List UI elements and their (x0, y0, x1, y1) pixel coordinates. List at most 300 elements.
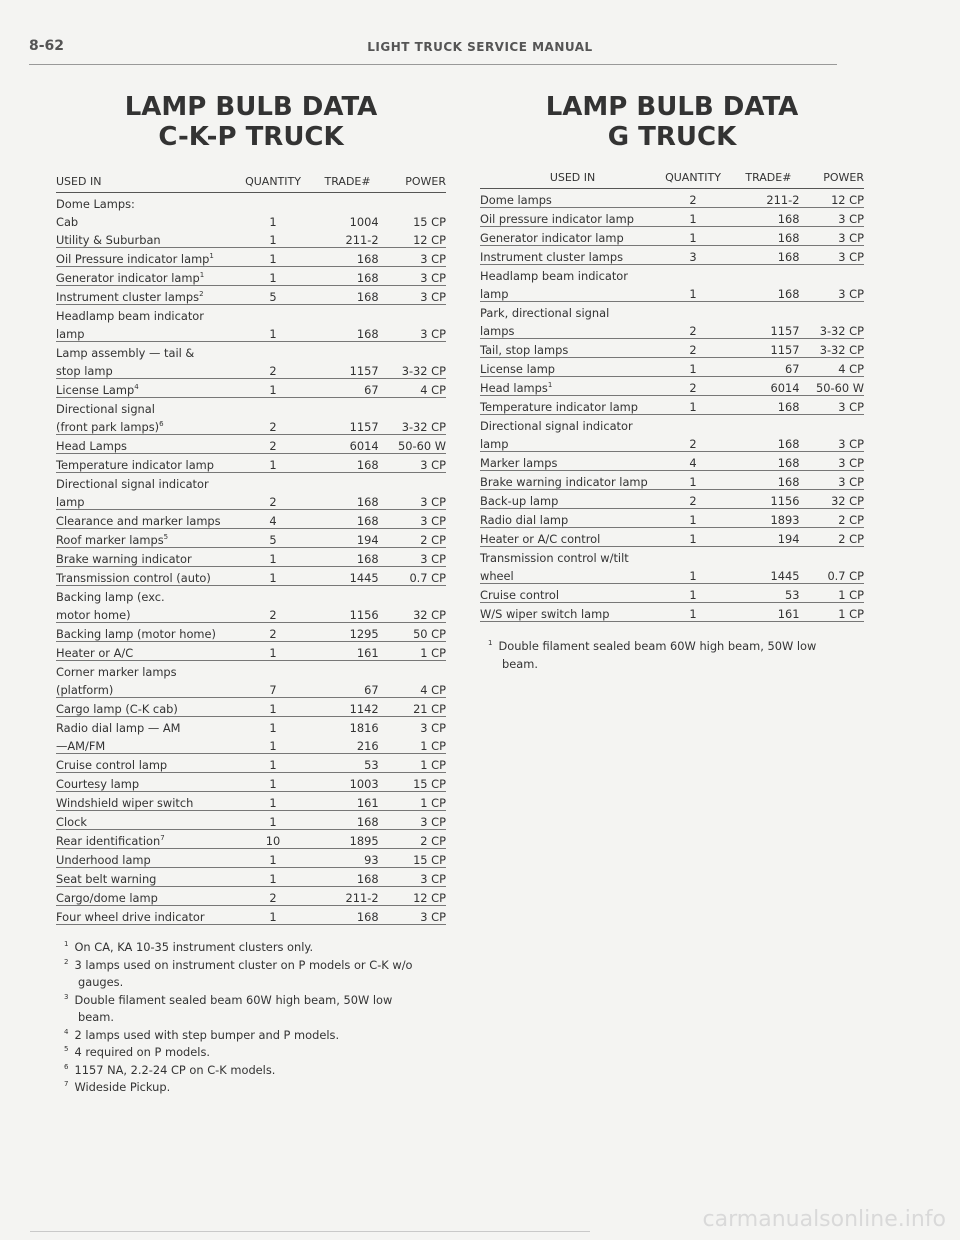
row-power: 1 CP (379, 754, 446, 773)
header-rule (29, 64, 837, 65)
row-power (379, 398, 446, 417)
row-label: Roof marker lamps (56, 533, 164, 547)
footnote-ref: 1 (209, 252, 214, 261)
row-label: lamp (480, 287, 509, 301)
table-row (56, 623, 446, 642)
row-label: Cab (56, 215, 79, 229)
footnote-ref: 4 (134, 383, 139, 392)
row-quantity: 1 (245, 248, 301, 267)
footnote-mark: 1 (488, 639, 493, 648)
row-quantity: 2 (245, 887, 301, 906)
row-trade-number (301, 342, 379, 361)
row-label: Transmission control w/tilt (480, 551, 629, 565)
row-label: lamp (480, 437, 509, 451)
table-row (480, 339, 864, 358)
col-header-used-in: USED IN (480, 166, 665, 189)
row-quantity: 1 (245, 642, 301, 661)
row-used-in (480, 339, 665, 358)
table-row (480, 490, 864, 509)
footnote-text: Double filament sealed beam 60W high beam, 50W low (498, 639, 817, 653)
row-trade-number: 67 (301, 679, 379, 698)
row-trade-number: 161 (301, 642, 379, 661)
row-used-in (56, 211, 245, 229)
row-label: Cargo lamp (C-K cab) (56, 702, 178, 716)
row-trade-number: 1816 (349, 721, 379, 735)
page-bottom-edge (30, 1231, 590, 1237)
row-quantity: 1 (245, 849, 301, 868)
table-row (56, 830, 446, 849)
row-power (799, 302, 864, 321)
table-row (56, 567, 446, 586)
row-used-in (56, 567, 245, 586)
row-label: Clearance and marker lamps (56, 514, 221, 528)
row-trade-number: 6014 (721, 377, 799, 396)
row-power: 1 CP (379, 642, 446, 661)
col-header-power: POWER (799, 166, 864, 189)
footnote-mark: 2 (64, 957, 69, 966)
cpk-footnotes (56, 939, 446, 1097)
row-used-in (56, 754, 245, 773)
row-quantity: 1 (245, 567, 301, 586)
row-trade-number: 53 (721, 584, 799, 603)
row-used-in (56, 305, 245, 324)
row-trade-number: 168 (301, 491, 379, 510)
row-used-in (56, 906, 245, 925)
footnote-ref: 1 (547, 381, 553, 390)
footnote-ref: 5 (163, 533, 169, 542)
table-row (480, 471, 864, 490)
row-quantity: 2 (245, 435, 301, 454)
row-quantity (245, 342, 301, 361)
row-power (379, 342, 446, 361)
row-used-in (480, 208, 665, 227)
row-used-in (56, 586, 245, 605)
row-power: 1 CP (799, 584, 864, 603)
footnote-continuation: beam. (78, 1010, 114, 1024)
row-quantity: 1 (245, 792, 301, 811)
table-row (480, 358, 864, 377)
row-trade-number: 1156 (721, 490, 799, 509)
row-trade-number (301, 473, 379, 492)
row-quantity (245, 661, 301, 680)
row-used-in (480, 471, 665, 490)
table-row (56, 529, 446, 548)
row-label: Radio dial lamp (480, 513, 569, 527)
row-quantity: 1 (665, 283, 721, 302)
row-used-in (480, 603, 665, 622)
row-used-in (56, 623, 245, 642)
footnote-text: Double filament sealed beam 60W high beam, 50W low (74, 992, 393, 1007)
row-quantity: 1 (665, 565, 721, 584)
row-trade-number: 168 (721, 433, 799, 452)
table-row (56, 323, 446, 342)
row-trade-number (301, 586, 379, 605)
row-power: 1 CP (379, 792, 446, 811)
row-label: (platform) (56, 683, 114, 697)
row-label: Brake warning indicator lamp (480, 475, 648, 489)
row-quantity: 1 (665, 603, 721, 622)
row-quantity: 1 (245, 323, 301, 342)
row-label: Underhood lamp (56, 853, 151, 867)
row-used-in (56, 849, 245, 868)
table-row (480, 189, 864, 208)
table-row (56, 661, 446, 680)
row-trade-number: 168 (721, 452, 799, 471)
table-row (480, 433, 864, 452)
table-row (56, 229, 446, 248)
row-trade-number: 1893 (721, 509, 799, 528)
row-trade-number: 168 (721, 208, 799, 227)
table-row (480, 547, 864, 566)
row-quantity: 1 (245, 754, 301, 773)
row-label: lamp (56, 327, 85, 341)
footnote-ref: 7 (160, 834, 165, 843)
row-power: 3 CP (799, 283, 864, 302)
row-label: Oil Pressure indicator lamp (56, 252, 210, 266)
table-row (56, 868, 446, 887)
table-row (56, 811, 446, 830)
row-power: 3-32 CP (799, 339, 864, 358)
row-trade-number: 1004 (349, 215, 379, 229)
row-quantity (665, 415, 721, 434)
row-power: 3 CP (420, 721, 446, 735)
row-power: 32 CP (379, 604, 446, 623)
row-power: 2 CP (379, 830, 446, 849)
footnote-text: Wideside Pickup. (74, 1080, 171, 1094)
row-label: License lamp (480, 362, 556, 376)
footnote (56, 939, 446, 957)
row-power: 3 CP (799, 208, 864, 227)
footnote-mark: 3 (64, 992, 69, 1001)
row-used-in (56, 529, 245, 548)
row-quantity: 10 (245, 830, 301, 849)
row-used-in (480, 490, 665, 509)
row-used-in (56, 379, 245, 398)
row-label: Corner marker lamps (56, 665, 177, 679)
row-power (799, 415, 864, 434)
row-used-in (56, 248, 245, 267)
row-label: Courtesy lamp (56, 777, 140, 791)
row-used-in (480, 584, 665, 603)
row-trade-number: 168 (721, 283, 799, 302)
row-power (379, 305, 446, 324)
table-row (480, 302, 864, 321)
row-trade-number: 93 (301, 849, 379, 868)
row-label: lamp (56, 495, 85, 509)
cpk-truck-section (56, 92, 446, 1097)
row-label: Temperature indicator lamp (480, 400, 639, 414)
row-label: Lamp assembly — tail & (56, 346, 195, 360)
row-label: (front park lamps) (56, 420, 160, 434)
row-quantity: 1 (665, 208, 721, 227)
table-row (56, 398, 446, 417)
row-label: wheel (480, 569, 514, 583)
row-label: Back-up lamp (480, 494, 559, 508)
footnote (56, 1027, 446, 1045)
row-quantity: 1 (245, 698, 301, 717)
row-label: motor home) (56, 608, 131, 622)
footnote (56, 992, 446, 1027)
row-power: 3 CP (379, 248, 446, 267)
row-label: Instrument cluster lamps (56, 290, 200, 304)
row-used-in (56, 773, 245, 792)
row-label: Tail, stop lamps (480, 343, 569, 357)
g-heading-line2: G TRUCK (607, 122, 737, 152)
row-trade-number: 161 (301, 792, 379, 811)
row-power: 3 CP (379, 548, 446, 567)
row-quantity: 1 (665, 396, 721, 415)
row-used-in (56, 679, 245, 698)
table-row (56, 679, 446, 698)
row-used-in (480, 509, 665, 528)
row-trade-number: 168 (301, 906, 379, 925)
row-quantity: 1 (245, 267, 301, 286)
row-quantity: 1 (665, 509, 721, 528)
footnote (56, 1079, 446, 1097)
row-quantity: 5 (245, 529, 301, 548)
row-quantity: 5 (245, 286, 301, 305)
row-power: 3 CP (799, 452, 864, 471)
row-power: 2 CP (799, 528, 864, 547)
row-power: 4 CP (799, 358, 864, 377)
table-row (56, 698, 446, 717)
row-label: Generator indicator lamp (480, 231, 624, 245)
row-trade-number (301, 193, 379, 212)
row-power: 3 CP (799, 433, 864, 452)
table-header-row (56, 170, 446, 193)
row-power (379, 193, 446, 212)
row-used-in (480, 265, 665, 284)
g-table-body (480, 189, 864, 622)
footnote-text: On CA, KA 10-35 instrument clusters only. (74, 940, 314, 954)
row-label: Windshield wiper switch (56, 796, 194, 810)
row-quantity: 1 (269, 215, 277, 229)
row-power: 0.7 CP (799, 565, 864, 584)
row-used-in (56, 323, 245, 342)
row-used-in (56, 887, 245, 906)
table-row (56, 416, 446, 435)
row-used-in (480, 302, 665, 321)
table-row (56, 849, 446, 868)
row-trade-number: 1003 (301, 773, 379, 792)
row-power: 1 CP (799, 603, 864, 622)
table-row (56, 454, 446, 473)
footnote-continuation: gauges. (78, 975, 124, 989)
row-label: Directional signal indicator (56, 477, 209, 491)
row-trade-number: 1157 (301, 416, 379, 435)
row-used-in (480, 283, 665, 302)
row-used-in (56, 416, 245, 435)
row-power (379, 586, 446, 605)
row-used-in (480, 246, 665, 265)
row-label: Cruise control (480, 588, 560, 602)
row-power: 12 CP (379, 229, 446, 248)
row-quantity (245, 305, 301, 324)
row-trade-number (721, 302, 799, 321)
row-trade-number: 168 (301, 267, 379, 286)
row-label: Backing lamp (motor home) (56, 627, 216, 641)
row-quantity: 2 (245, 604, 301, 623)
row-power: 1 CP (379, 735, 446, 754)
table-row (56, 473, 446, 492)
row-label: Heater or A/C (56, 646, 134, 660)
row-power: 3 CP (379, 868, 446, 887)
row-used-in (56, 717, 245, 736)
row-used-in (56, 548, 245, 567)
row-used-in (56, 267, 245, 286)
footnote-text: 3 lamps used on instrument cluster on P models or C-K w/o (74, 957, 413, 972)
row-quantity: 1 (665, 227, 721, 246)
row-trade-number: 67 (301, 379, 379, 398)
row-used-in (480, 320, 665, 339)
table-row (56, 305, 446, 324)
row-power: 3 CP (799, 396, 864, 415)
row-power (379, 661, 446, 680)
row-trade-number: 168 (301, 454, 379, 473)
row-label: Transmission control (auto) (56, 571, 211, 585)
col-header-quantity: QUANTITY (665, 166, 721, 189)
table-row (56, 435, 446, 454)
row-quantity: 3 (665, 246, 721, 265)
row-label: Four wheel drive indicator (56, 910, 205, 924)
row-trade-number: 168 (721, 471, 799, 490)
table-row (480, 603, 864, 622)
row-used-in (56, 229, 245, 248)
footnote-continuation: beam. (502, 656, 538, 671)
row-power: 50-60 W (379, 435, 446, 454)
row-trade-number: 53 (301, 754, 379, 773)
row-label: Dome Lamps: (56, 197, 135, 211)
row-label: stop lamp (56, 364, 113, 378)
row-power (799, 547, 864, 566)
row-label: Generator indicator lamp (56, 271, 200, 285)
row-used-in (480, 433, 665, 452)
row-trade-number: 1157 (721, 339, 799, 358)
row-used-in (480, 547, 665, 566)
row-trade-number: 1157 (301, 360, 379, 379)
table-row (56, 211, 446, 229)
row-label: Clock (56, 815, 87, 829)
row-used-in (56, 491, 245, 510)
footnote-mark: 4 (64, 1027, 69, 1036)
footnote-mark: 1 (64, 940, 69, 949)
watermark: carmanualsonline.info (702, 1207, 946, 1232)
row-trade-number: 168 (301, 548, 379, 567)
row-power: 3 CP (799, 471, 864, 490)
row-power: 12 CP (379, 887, 446, 906)
table-row (480, 528, 864, 547)
row-label: Dome lamps (480, 193, 552, 207)
row-trade-number: 194 (721, 528, 799, 547)
footnote (56, 957, 446, 992)
cpk-heading-line1: LAMP BULB DATA (124, 92, 378, 122)
row-power: 2 CP (379, 529, 446, 548)
row-used-in (56, 510, 245, 529)
footnote-mark: 5 (64, 1045, 69, 1054)
row-label: Radio dial lamp — AM (56, 721, 181, 735)
cpk-heading-line2: C-K-P TRUCK (158, 122, 344, 152)
row-trade-number (301, 661, 379, 680)
row-power: 3 CP (379, 491, 446, 510)
row-quantity: 1 (245, 229, 301, 248)
table-row (480, 320, 864, 339)
table-row (56, 735, 446, 754)
row-used-in (480, 189, 665, 208)
row-power: 3 CP (379, 510, 446, 529)
row-used-in (56, 286, 245, 305)
col-header-trade: TRADE# (301, 170, 379, 193)
row-quantity (665, 265, 721, 284)
row-quantity: 2 (245, 416, 301, 435)
table-row (56, 548, 446, 567)
row-used-in (480, 528, 665, 547)
table-row (480, 283, 864, 302)
row-used-in (56, 360, 245, 379)
row-trade-number: 168 (721, 396, 799, 415)
row-used-in (480, 415, 665, 434)
row-quantity: 2 (665, 433, 721, 452)
row-quantity: 7 (245, 679, 301, 698)
table-row (56, 642, 446, 661)
table-row (56, 754, 446, 773)
table-row (480, 246, 864, 265)
table-header-row (480, 166, 864, 189)
col-header-power: POWER (379, 170, 446, 193)
col-header-quantity: QUANTITY (245, 170, 301, 193)
row-label: Brake warning indicator (56, 552, 192, 566)
row-label: Directional signal (56, 402, 155, 416)
table-row (56, 773, 446, 792)
table-row (480, 565, 864, 584)
row-trade-number (721, 415, 799, 434)
row-trade-number: 168 (301, 248, 379, 267)
row-label: Heater or A/C control (480, 532, 601, 546)
row-power (799, 265, 864, 284)
footnote (480, 638, 864, 673)
table-row (56, 193, 446, 212)
footnote (56, 1044, 446, 1062)
row-quantity: 1 (665, 471, 721, 490)
row-used-in (56, 473, 245, 492)
table-row (56, 792, 446, 811)
row-trade-number: 1142 (301, 698, 379, 717)
row-label: —AM/FM (56, 739, 106, 753)
table-row (56, 342, 446, 361)
row-trade-number: 168 (721, 227, 799, 246)
row-quantity: 2 (245, 623, 301, 642)
table-row (480, 227, 864, 246)
table-row (56, 604, 446, 623)
row-power: 3-32 CP (379, 416, 446, 435)
row-used-in (56, 735, 245, 754)
row-used-in (480, 227, 665, 246)
row-trade-number: 216 (301, 735, 379, 754)
row-quantity (245, 398, 301, 417)
footnote-mark: 6 (64, 1062, 69, 1071)
row-power: 21 CP (379, 698, 446, 717)
table-row (480, 452, 864, 471)
cpk-table-body (56, 193, 446, 925)
row-power: 3-32 CP (799, 320, 864, 339)
row-used-in (56, 661, 245, 680)
row-trade-number (301, 398, 379, 417)
row-trade-number (301, 305, 379, 324)
row-used-in (480, 452, 665, 471)
row-power: 0.7 CP (379, 567, 446, 586)
row-power: 3 CP (799, 227, 864, 246)
table-row (480, 265, 864, 284)
table-row (56, 491, 446, 510)
